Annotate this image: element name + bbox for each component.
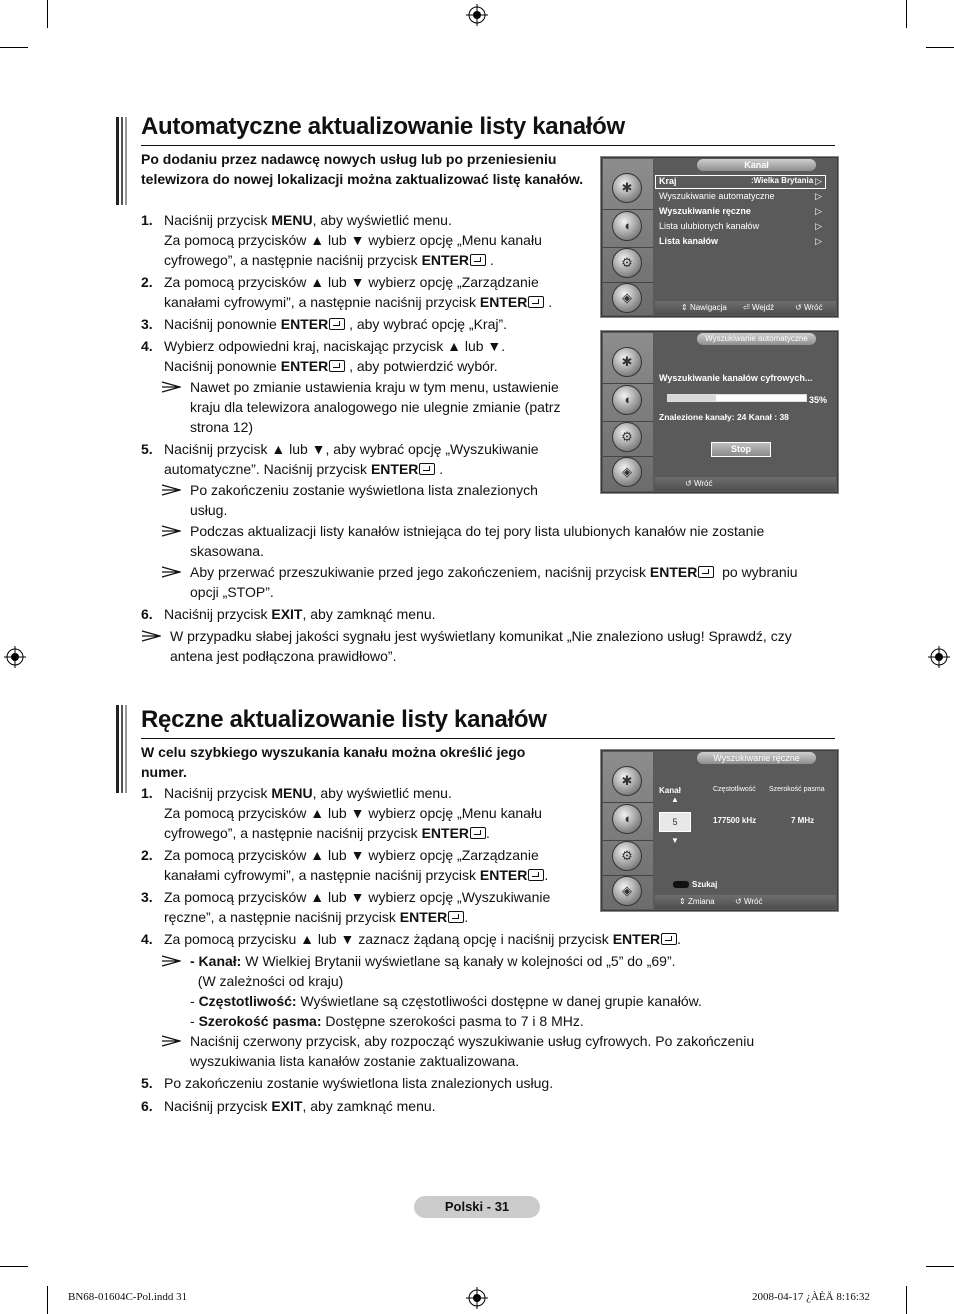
nav-hint: ⇕ Nawigacja <box>681 303 727 312</box>
step-text: Wybierz odpowiedni kraj, naciskając przycisk ▲ lub ▼. <box>164 338 506 354</box>
note-arrow-icon <box>141 630 161 642</box>
step-text: Naciśnij przycisk EXIT, aby zamknąć menu. <box>164 1098 436 1114</box>
osd-channel-menu <box>600 156 839 318</box>
setup-gear-icon: ⚙ <box>612 248 642 278</box>
crop-mark <box>47 1286 48 1314</box>
step-number: 4. <box>141 931 153 947</box>
step-text: ręczne”, a następnie naciśnij przycisk ENTER . <box>164 909 469 925</box>
osd-title: Kanał <box>697 159 816 171</box>
crop-mark <box>906 1286 907 1314</box>
red-button-icon <box>673 881 689 888</box>
search-status: Wyszukiwanie kanałów cyfrowych... <box>659 373 813 383</box>
print-timestamp: 2008-04-17 ¿ÀÈÄ 8:16:32 <box>752 1291 870 1303</box>
crop-mark <box>926 47 954 48</box>
note-text: Nawet po zmianie ustawienia kraju w tym menu, ustawienie <box>190 379 559 395</box>
note-arrow-icon <box>161 381 181 393</box>
osd-row-country[interactable]: Kraj :Wielka Brytania <box>659 176 814 186</box>
step-number: 3. <box>141 889 153 905</box>
note-text: strona 12) <box>190 419 254 435</box>
antenna-icon: ✱ <box>612 347 642 377</box>
file-slug: BN68-01604C-Pol.indd 31 <box>68 1291 188 1303</box>
input-icon: ◈ <box>612 283 642 313</box>
return-hint: ↺ Wróć <box>735 897 763 906</box>
step-number: 1. <box>141 212 153 228</box>
osd-row-auto-search[interactable]: Wyszukiwanie automatyczne <box>659 191 775 201</box>
step-text: Naciśnij ponownie ENTER , aby wybrać opcję „Kraj”. <box>164 316 508 332</box>
col-bandwidth: Szerokość pasma <box>769 786 825 793</box>
osd-footer <box>655 301 836 315</box>
return-hint: ↺ Wróć <box>795 303 823 312</box>
step-text: Naciśnij przycisk EXIT, aby zamknąć menu. <box>164 606 436 622</box>
note-arrow-icon <box>161 566 181 578</box>
note-text: usług. <box>190 502 228 518</box>
note-text: - Kanał: W Wielkiej Brytanii wyświetlane są kanały w kolejności od „5” do „69”. <box>190 953 676 969</box>
down-arrow-icon[interactable]: ▼ <box>671 836 679 845</box>
crop-mark <box>906 0 907 28</box>
setup-gear-icon: ⚙ <box>612 841 642 871</box>
registration-mark-icon <box>4 646 26 668</box>
step-text: Za pomocą przycisków ▲ lub ▼ wybierz opcję „Zarządzanie <box>164 847 539 863</box>
note-text: (W zależności od kraju) <box>190 973 344 989</box>
step-number: 4. <box>141 338 153 354</box>
step-text: cyfrowego”, a następnie naciśnij przycisk ENTER . <box>164 825 490 841</box>
arrow-right-icon: ▷ <box>815 236 822 246</box>
note-arrow-icon <box>161 525 181 537</box>
arrow-right-icon: ▷ <box>815 221 822 231</box>
registration-mark-icon <box>928 646 950 668</box>
section-title: Automatyczne aktualizowanie listy kanałów <box>141 113 625 140</box>
channel-icon: ◖ <box>612 804 642 834</box>
col-frequency: Częstotliwość <box>713 786 756 793</box>
note-arrow-icon <box>161 484 181 496</box>
input-icon: ◈ <box>612 457 642 487</box>
step-number: 1. <box>141 785 153 801</box>
step-number: 5. <box>141 1075 153 1091</box>
input-icon: ◈ <box>612 876 642 906</box>
found-count: Znalezione kanały: 24 Kanał : 38 <box>659 412 789 422</box>
note-text: - Częstotliwość: Wyświetlane są częstotliwości dostępne w danej grupie kanałów. <box>190 993 702 1009</box>
crop-mark <box>47 0 48 28</box>
note-text: skasowana. <box>190 543 264 559</box>
note-text: - Szerokość pasma: Dostępne szerokości pasma to 7 i 8 MHz. <box>190 1013 584 1029</box>
bandwidth-value: 7 MHz <box>791 816 815 825</box>
channel-icon: ◖ <box>612 211 642 241</box>
step-number: 6. <box>141 606 153 622</box>
section-marker <box>116 117 130 205</box>
step-text: Po zakończeniu zostanie wyświetlona lista znalezionych usług. <box>164 1075 554 1091</box>
stop-button[interactable]: Stop <box>711 442 771 457</box>
note-text: opcji „STOP”. <box>190 584 274 600</box>
note-text: Podczas aktualizacji listy kanałów istniejąca do tej pory lista ulubionych kanałów nie zostanie <box>190 523 765 539</box>
step-text: cyfrowego”, a następnie naciśnij przycisk ENTER . <box>164 252 494 268</box>
frequency-value: 177500 kHz <box>713 816 757 825</box>
osd-title: Wyszukiwanie ręczne <box>697 752 816 764</box>
step-text: Naciśnij przycisk ▲ lub ▼, aby wybrać opcję „Wyszukiwanie <box>164 441 539 457</box>
step-number: 3. <box>141 316 153 332</box>
registration-mark-icon <box>466 1287 488 1309</box>
antenna-icon: ✱ <box>612 173 642 203</box>
step-text: Naciśnij przycisk MENU, aby wyświetlić menu. <box>164 785 452 801</box>
section-rule <box>141 145 835 146</box>
section-intro: W celu szybkiego wyszukania kanału można określić jego numer. <box>141 744 526 780</box>
note-text: W przypadku słabej jakości sygnału jest wyświetlany komunikat „Nie znaleziono usług! Sprawdź, czy <box>170 628 792 644</box>
enter-hint: ⏎ Wejdź <box>743 303 775 312</box>
channel-input[interactable]: 5 <box>659 812 691 832</box>
return-hint: ↺ Wróć <box>685 479 713 488</box>
section-marker <box>116 705 130 793</box>
note-text: Po zakończeniu zostanie wyświetlona lista znalezionych <box>190 482 538 498</box>
step-text: Za pomocą przycisków ▲ lub ▼ wybierz opcję „Menu kanału <box>164 805 542 821</box>
note-text: antena jest podłączona prawidłowo”. <box>170 648 397 664</box>
crop-mark <box>0 1266 28 1267</box>
osd-title: Wyszukiwanie automatyczne <box>697 333 816 345</box>
step-text: Za pomocą przycisku ▲ lub ▼ zaznacz żądaną opcję i naciśnij przycisk ENTER . <box>164 931 682 947</box>
osd-row-favorites[interactable]: Lista ulubionych kanałów <box>659 221 760 231</box>
step-text: Naciśnij ponownie ENTER , aby potwierdzić wybór. <box>164 358 498 374</box>
section-intro: Po dodaniu przez nadawcę nowych usług lub po przeniesieniu telewizora do nowej lokalizacji można zaktualizować listę kanałów. <box>141 151 584 187</box>
arrow-right-icon: ▷ <box>815 191 822 201</box>
step-text: Za pomocą przycisków ▲ lub ▼ wybierz opcję „Zarządzanie <box>164 274 539 290</box>
osd-row-channel-list[interactable]: Lista kanałów <box>659 236 719 246</box>
note-arrow-icon <box>161 955 181 967</box>
progress-bar <box>667 394 807 402</box>
step-number: 2. <box>141 847 153 863</box>
step-text: Za pomocą przycisków ▲ lub ▼ wybierz opcję „Wyszukiwanie <box>164 889 551 905</box>
arrow-right-icon: ▷ <box>815 206 822 216</box>
change-hint: ⇕ Zmiana <box>679 897 715 906</box>
step-number: 2. <box>141 274 153 290</box>
page-number: Polski - 31 <box>414 1196 540 1218</box>
search-hint[interactable]: Szukaj <box>692 880 718 889</box>
section-title: Ręczne aktualizowanie listy kanałów <box>141 706 547 733</box>
crop-mark <box>926 1266 954 1267</box>
step-number: 5. <box>141 441 153 457</box>
registration-mark-icon <box>466 4 488 26</box>
osd-row-manual-search[interactable]: Wyszukiwanie ręczne <box>659 206 751 216</box>
osd-footer <box>655 477 836 491</box>
section-rule <box>141 738 835 739</box>
step-text: automatyczne”. Naciśnij przycisk ENTER . <box>164 461 444 477</box>
note-arrow-icon <box>161 1035 181 1047</box>
osd-manual-search <box>600 749 839 912</box>
step-text: kanałami cyfrowymi”, a następnie naciśnij przycisk ENTER . <box>164 867 549 883</box>
col-channel: Kanał <box>659 786 681 795</box>
step-text: kanałami cyfrowymi”, a następnie naciśnij przycisk ENTER . <box>164 294 553 310</box>
setup-gear-icon: ⚙ <box>612 422 642 452</box>
note-text: wyszukiwania lista kanałów zostanie zaktualizowana. <box>190 1053 520 1069</box>
channel-icon: ◖ <box>612 385 642 415</box>
step-text: Naciśnij przycisk MENU, aby wyświetlić menu. <box>164 212 452 228</box>
osd-auto-search <box>600 330 839 494</box>
note-text: kraju dla telewizora analogowego nie ulegnie zmianie (patrz <box>190 399 561 415</box>
progress-percent: 35% <box>809 395 828 405</box>
antenna-icon: ✱ <box>612 766 642 796</box>
crop-mark <box>0 47 28 48</box>
note-text: Aby przerwać przeszukiwanie przed jego zakończeniem, naciśnij przycisk ENTER po wybraniu <box>190 564 798 580</box>
note-text: Naciśnij czerwony przycisk, aby rozpocząć wyszukiwanie usług cyfrowych. Po zakończeniu <box>190 1033 755 1049</box>
osd-footer <box>655 895 836 909</box>
step-number: 6. <box>141 1098 153 1114</box>
up-arrow-icon[interactable]: ▲ <box>671 795 679 804</box>
arrow-right-icon: ▷ <box>815 176 822 186</box>
step-text: Za pomocą przycisków ▲ lub ▼ wybierz opcję „Menu kanału <box>164 232 542 248</box>
